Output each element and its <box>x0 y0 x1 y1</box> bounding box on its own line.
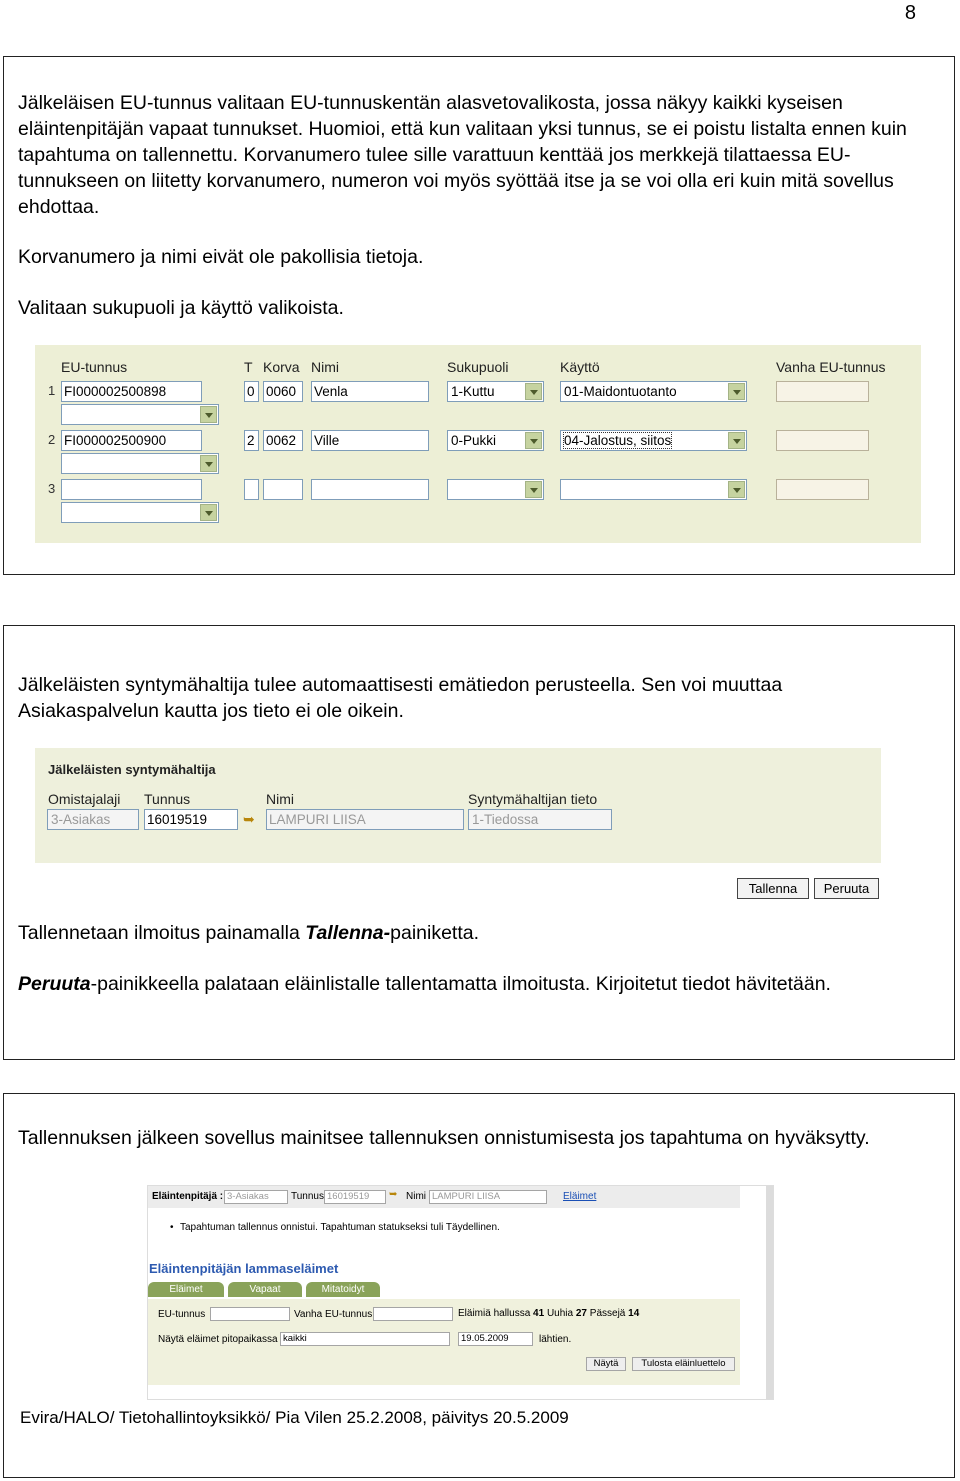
eu-tunnus-dropdown[interactable] <box>61 453 219 474</box>
filter-panel <box>148 1299 740 1385</box>
keeper-tunnus-label: Tunnus <box>291 1191 324 1202</box>
chevron-down-icon <box>728 481 745 498</box>
vanha-eu-tunnus-input[interactable] <box>776 430 869 451</box>
omistajalaji-value: 3-Asiakas <box>51 812 111 827</box>
omistajalaji-select[interactable] <box>47 809 139 830</box>
header-sukupuoli: Sukupuoli <box>447 359 509 375</box>
nimi-input[interactable]: Ville <box>311 430 429 451</box>
stats-uuhia-label: Uuhia <box>546 1308 574 1319</box>
eu-tunnus-input[interactable]: FI000002500898 <box>61 381 202 402</box>
header-t: T <box>244 359 253 375</box>
keeper-tunnus: 16019519 <box>324 1190 386 1204</box>
show-label: Näytä eläimet pitopaikassa <box>158 1334 278 1345</box>
sukupuoli-value: 0-Pukki <box>451 433 497 448</box>
date-input[interactable]: 19.05.2009 <box>458 1332 533 1346</box>
label-tunnus: Tunnus <box>144 791 191 807</box>
page-number: 8 <box>904 2 916 24</box>
eu-tunnus-dropdown[interactable] <box>61 404 219 425</box>
label-syntymahaltijan-tieto: Syntymähaltijan tieto <box>468 791 598 807</box>
sukupuoli-select[interactable] <box>447 430 544 451</box>
stats-passeja-label: Pässejä <box>589 1308 626 1319</box>
header-kaytto: Käyttö <box>560 359 600 375</box>
nimi-readonly: LAMPURI LIISA <box>266 809 464 830</box>
tieto-value: 1-Tiedossa <box>472 812 539 827</box>
location-select[interactable] <box>280 1332 450 1346</box>
chevron-down-icon <box>200 504 217 521</box>
keeper-bar <box>148 1186 740 1208</box>
stats-prefix: Eläimiä hallussa <box>458 1308 531 1319</box>
vanha-eu-tunnus-input[interactable] <box>776 479 869 500</box>
tunnus-input[interactable]: 16019519 <box>144 809 238 830</box>
stats-count: 41 <box>533 1308 545 1319</box>
eu-tunnus-input[interactable]: FI000002500900 <box>61 430 202 451</box>
eu-tunnus-label: EU-tunnus <box>158 1309 206 1320</box>
row-number: 3 <box>48 481 56 496</box>
stats-passeja: 14 <box>628 1308 640 1319</box>
paragraph-tallennus: Tallennuksen jälkeen sovellus mainitsee tallennuksen onnistumisesta jos tapahtuma on hyväksytty. <box>18 1127 870 1149</box>
eu-tunnus-dropdown[interactable] <box>61 502 219 523</box>
eu-tunnus-filter-input[interactable] <box>210 1307 290 1321</box>
nimi-input[interactable] <box>311 479 429 500</box>
kaytto-value: 01-Maidontuotanto <box>564 384 677 399</box>
success-message: Tapahtuman tallennus onnistui. Tapahtuman statukseksi tuli Täydellinen. <box>180 1222 500 1233</box>
paragraph-select: Valitaan sukupuoli ja käyttö valikoista. <box>18 297 344 319</box>
korva-input[interactable] <box>263 479 303 500</box>
footer: Evira/HALO/ Tietohallintoyksikkö/ Pia Vilen 25.2.2008, päivitys 20.5.2009 <box>20 1408 569 1427</box>
keeper-nimi: LAMPURI LIISA <box>429 1190 547 1204</box>
keeper-nimi-label: Nimi <box>406 1191 426 1202</box>
t-input[interactable] <box>244 479 259 500</box>
lamb-form-screenshot <box>35 345 921 543</box>
tab-elaimet[interactable]: Eläimet <box>148 1282 224 1297</box>
row-number: 2 <box>48 432 56 447</box>
sukupuoli-value: 1-Kuttu <box>451 384 495 399</box>
korva-input[interactable]: 0060 <box>263 381 303 402</box>
kaytto-select[interactable] <box>560 381 747 402</box>
tallenna-button[interactable]: Tallenna <box>737 878 809 899</box>
date-suffix: lähtien. <box>539 1334 572 1345</box>
vanha-eu-tunnus-filter-input[interactable] <box>373 1307 453 1321</box>
tieto-select[interactable] <box>468 809 612 830</box>
paragraph-tallenna <box>18 920 918 946</box>
chevron-down-icon <box>525 383 542 400</box>
peruuta-text: -painikkeella palataan eläinlistalle tallentamatta ilmoitusta. Kirjoitetut tiedot hävitetään. <box>90 973 831 995</box>
nayta-button[interactable]: Näytä <box>586 1357 626 1371</box>
label-omistajalaji: Omistajalaji <box>48 791 121 807</box>
animal-list-screenshot <box>147 1185 774 1400</box>
tallenna-text-end: painiketta. <box>390 922 480 944</box>
chevron-down-icon <box>728 383 745 400</box>
sukupuoli-select[interactable] <box>447 381 544 402</box>
syntymahaltija-screenshot <box>35 748 881 863</box>
header-korva: Korva <box>263 359 300 375</box>
kaytto-select[interactable] <box>560 479 747 500</box>
t-input[interactable]: 2 <box>244 430 259 451</box>
chevron-down-icon <box>200 455 217 472</box>
korva-input[interactable]: 0062 <box>263 430 303 451</box>
chevron-down-icon <box>200 406 217 423</box>
scrollbar[interactable] <box>766 1186 773 1399</box>
header-vanha-eu-tunnus: Vanha EU-tunnus <box>776 359 886 375</box>
paragraph-peruuta <box>18 971 918 997</box>
tulosta-button[interactable]: Tulosta eläinluettelo <box>632 1357 735 1371</box>
tab-mitatoidyt[interactable]: Mitatoidyt <box>306 1282 380 1297</box>
location-value: kaikki <box>283 1333 307 1344</box>
bullet-icon: • <box>170 1222 174 1233</box>
row-number: 1 <box>48 383 56 398</box>
nimi-input[interactable]: Venla <box>311 381 429 402</box>
t-input[interactable]: 0 <box>244 381 259 402</box>
header-nimi: Nimi <box>311 359 339 375</box>
paragraph-syntymahaltija: Jälkeläisten syntymähaltija tulee automaattisesti emätiedon perusteella. Sen voi muuttaa Asiakaspalvelun kautta jos tieto ei ole oikein. <box>18 674 783 722</box>
stats-uuhia: 27 <box>575 1308 587 1319</box>
label-nimi: Nimi <box>266 791 294 807</box>
keeper-label: Eläintenpitäjä : <box>152 1191 224 1202</box>
stats-text <box>458 1308 639 1319</box>
vanha-eu-tunnus-label: Vanha EU-tunnus <box>294 1309 373 1320</box>
elaimet-link[interactable]: Eläimet <box>563 1191 597 1202</box>
header-eu-tunnus: EU-tunnus <box>61 359 128 375</box>
kaytto-value: 04-Jalostus, siitos <box>564 433 672 448</box>
paragraph-optional: Korvanumero ja nimi eivät ole pakollisia tietoja. <box>18 246 424 268</box>
peruuta-button[interactable]: Peruuta <box>814 878 879 899</box>
chevron-down-icon <box>525 481 542 498</box>
search-arrow-icon[interactable]: ➥ <box>243 811 255 827</box>
tallenna-text: Tallennetaan ilmoitus painamalla <box>18 922 306 944</box>
eu-tunnus-input[interactable] <box>61 479 202 500</box>
chevron-down-icon <box>525 432 542 449</box>
tab-vapaat[interactable]: Vapaat <box>228 1282 302 1297</box>
paragraph-eu-tunnus: Jälkeläisen EU-tunnus valitaan EU-tunnuskentän alasvetovalikosta, jossa näkyy kaikki kyseisen eläintenpitäjän vapaat tunnukset. Huomioi, että kun valitaan yksi tunnus, se ei poistu listalta ennen kuin tapahtuma on tallennettu. Korvanumero tulee sille varattuun kenttää jos merkkejä tilattaessa EU-tunnukseen on liitetty korvanumero, numeron voi myös syöttää itse ja se voi olla eri kuin mitä sovellus ehdottaa. <box>18 92 907 218</box>
sukupuoli-select[interactable] <box>447 479 544 500</box>
keeper-laji: 3-Asiakas <box>224 1190 288 1204</box>
peruuta-bold: Peruuta <box>18 973 91 995</box>
kaytto-select[interactable] <box>560 430 747 451</box>
search-arrow-icon[interactable]: ➥ <box>389 1189 398 1200</box>
syntymahaltija-title: Jälkeläisten syntymähaltija <box>48 762 216 777</box>
vanha-eu-tunnus-input[interactable] <box>776 381 869 402</box>
chevron-down-icon <box>728 432 745 449</box>
animals-heading: Eläintenpitäjän lammaseläimet <box>149 1261 339 1276</box>
tallenna-bold: Tallenna- <box>305 922 391 944</box>
